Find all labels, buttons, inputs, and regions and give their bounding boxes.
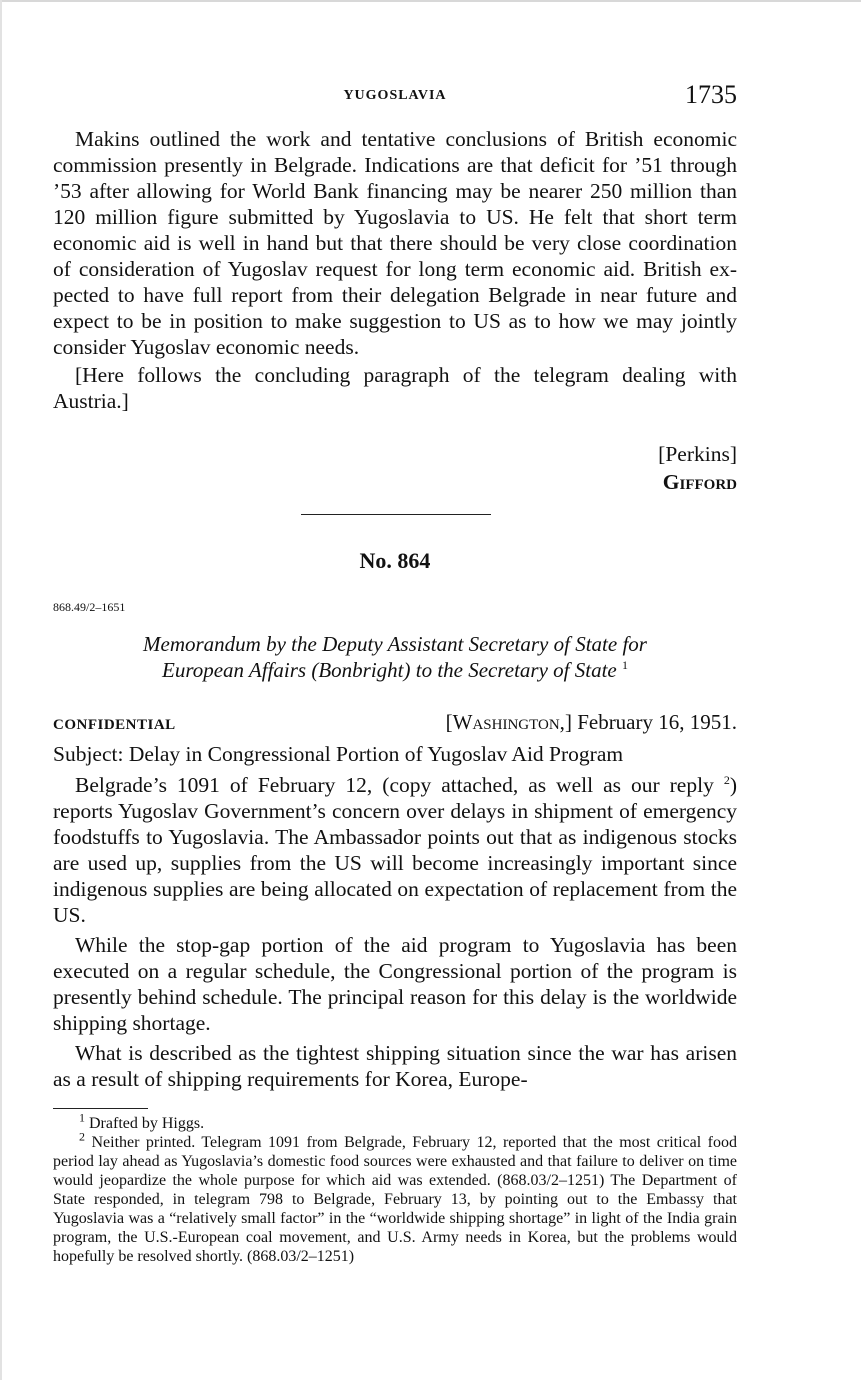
- document-title-text: European Affairs (Bonbright) to the Secretary of State: [162, 658, 617, 682]
- dateline: [Washington,] February 16, 1951.: [445, 710, 737, 734]
- dateline-date: February 16, 1951.: [577, 710, 737, 734]
- document-title: [53, 631, 737, 683]
- previous-document-text: [53, 126, 737, 414]
- footnote-text: Drafted by Higgs.: [89, 1115, 205, 1132]
- document-title-line-2: [53, 657, 737, 683]
- scan-edge-left: [0, 0, 2, 1380]
- document-number: No. 864: [359, 548, 431, 573]
- paragraph: Makins outlined the work and tentative conclusions of British economic commission presently in Belgrade. Indications are that deficit for ’51 through ’53 after allowing for World Bank financing may be nearer 250 million than 120 million figure submitted by Yugoslavia to US. He felt that short term economic aid is well in hand but that there should be very close coordination of consideration of Yugoslav request for long term economic aid. British expected to have full report from their delegation Belgrade in near future and expect to be in position to make suggestion to US as to how we may jointly consider Yugoslav economic needs.: [53, 127, 737, 359]
- paragraph: While the stop-gap portion of the aid program to Yugoslavia has been executed on a regular schedule, the Congressional portion of the program is presently behind schedule. The principal reason for this delay is the worldwide shipping shortage.: [53, 933, 737, 1035]
- subject-line: Subject: Delay in Congressional Portion of Yugoslav Aid Program: [53, 742, 624, 766]
- file-number: 868.49/2–1651: [53, 600, 126, 614]
- memo-body: [53, 772, 737, 1092]
- classification-label: CONFIDENTIAL: [53, 717, 176, 733]
- page-number: 1735: [685, 80, 737, 109]
- classification-dateline: [53, 709, 737, 738]
- footnote: [53, 1110, 737, 1133]
- footnotes: [53, 1110, 738, 1266]
- footnote-number: 1: [79, 1110, 85, 1125]
- dateline-place: Washington,: [452, 710, 565, 734]
- running-head: [53, 80, 737, 114]
- footnote-rule: [53, 1108, 148, 1109]
- document-title-line: Memorandum by the Deputy Assistant Secretary of State for: [143, 632, 647, 656]
- signature-block: [53, 440, 737, 496]
- footnote: [53, 1129, 738, 1266]
- scan-edge-top: [0, 0, 861, 2]
- paragraph: What is described as the tightest shipping situation since the war has arisen as a result of shipping requirements for Korea, Europe-: [53, 1041, 737, 1091]
- section-divider: [301, 514, 491, 515]
- paragraph-text: ) reports Yugoslav Government’s concern over delays in shipment of emergency foodstuffs to Yugoslavia. The Ambassador points out that as indigenous stocks are used up, supplies from the US will become increasingly important since indigenous supplies are being allocated on expectation of replacement from the US.: [53, 773, 737, 927]
- footnote-number: 2: [79, 1129, 85, 1144]
- running-title: YUGOSLAVIA: [343, 88, 447, 103]
- footnote-ref: 2: [723, 772, 730, 787]
- signature-name: Gifford: [662, 470, 737, 494]
- paragraph: [53, 772, 737, 928]
- footnote-text: Neither printed. Telegram 1091 from Belgrade, February 12, reported that the most critical food period lay ahead as Yugoslavia’s domestic food sources were exhausted and that failure to deliver on time would jeopardize the whole purpose for which aid was extended. (868.03/2–1251) The Department of State responded, in telegram 798 to Belgrade, February 13, by pointing out to the Embassy that Yugoslavia was a “relatively small factor” in the “worldwide shipping shortage” in light of the India grain program, the U.S.-European coal movement, and U.S. Army needs in Korea, but the problems would hopefully be resolved shortly. (868.03/2–1251): [53, 1134, 738, 1265]
- signature-bracket: [Perkins]: [658, 442, 737, 466]
- footnote-ref: 1: [622, 658, 628, 672]
- paragraph-text: Belgrade’s 1091 of February 12, (copy attached, as well as our reply: [75, 773, 714, 797]
- paragraph: [Here follows the concluding paragraph of the telegram dealing with Austria.]: [53, 363, 737, 413]
